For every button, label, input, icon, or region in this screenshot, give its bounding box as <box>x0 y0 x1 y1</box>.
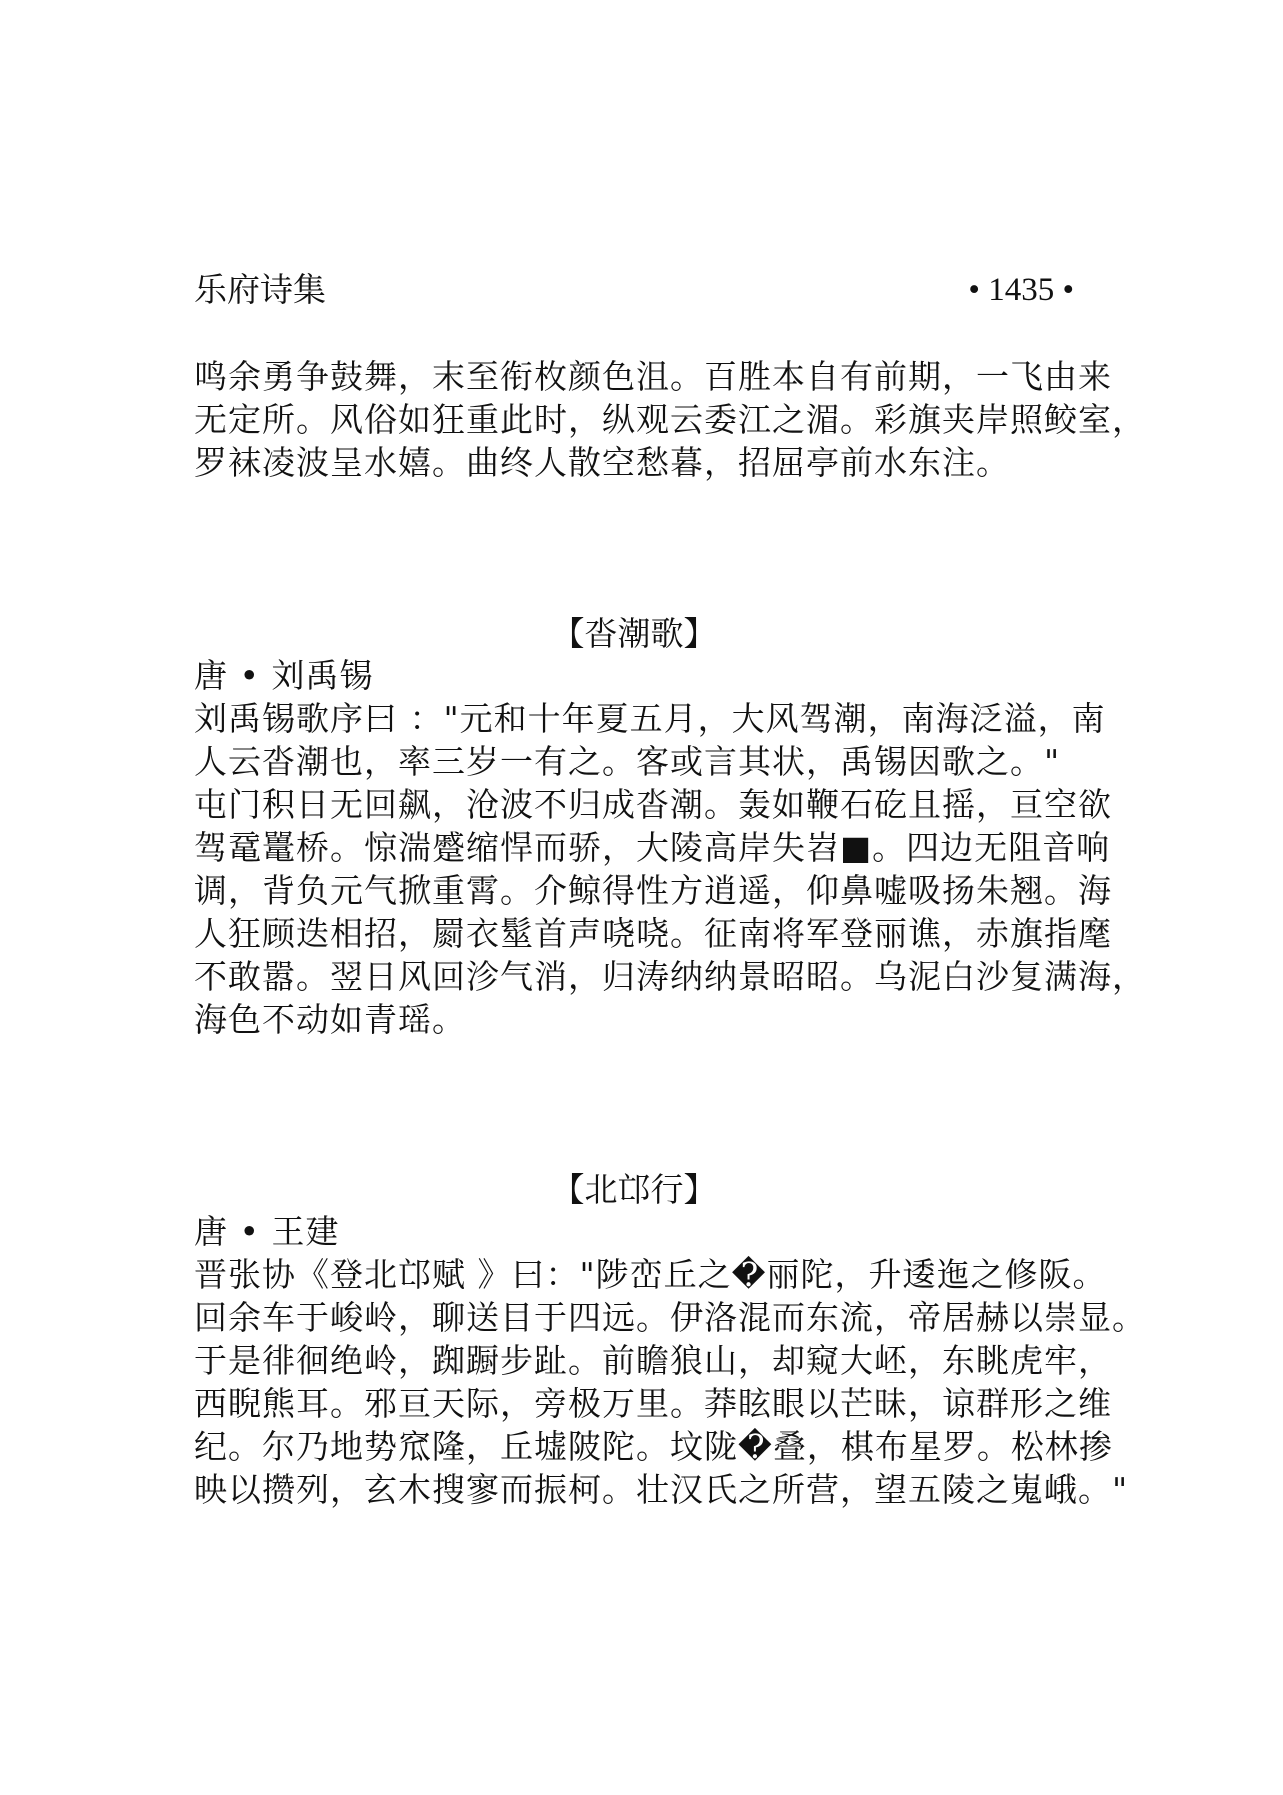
poem-title: 【北邙行】 <box>551 1170 717 1209</box>
poem-line: 屯门积日无回飙，沧波不归成沓潮。轰如鞭石矻且摇，亘空欲 <box>194 785 1112 824</box>
poem-line: 驾鼋鼍桥。惊湍蹙缩悍而骄，大陵高岸失岧■。四边无阻音响 <box>194 828 1111 867</box>
passage-line: 罗袜凌波呈水嬉。曲终人散空愁暮，招屈亭前水东注。 <box>194 443 1010 482</box>
poem-line: 不敢嚣。翌日风回沴气消，归涛纳纳景昭昭。乌泥白沙复满海， <box>194 957 1146 996</box>
poem-author: 唐 • 王建 <box>194 1212 340 1251</box>
poem-line: 调，背负元气掀重霄。介鲸得性方逍遥，仰鼻嘘吸扬朱翘。海 <box>194 871 1112 910</box>
poem-line: 西睨熊耳。邪亘天际，旁极万里。莽眩眼以芒昧，谅群形之维 <box>194 1384 1112 1423</box>
poem-line: 刘禹锡歌序曰 ："元和十年夏五月，大风驾潮，南海泛溢，南 <box>194 699 1106 738</box>
poem-line: 回余车于峻岭，聊送目于四远。伊洛混而东流，帝居赫以崇显。 <box>194 1298 1146 1337</box>
book-title: 乐府诗集 <box>194 270 326 309</box>
page-header <box>194 268 1074 312</box>
passage-line: 鸣余勇争鼓舞，末至衔枚颜色沮。百胜本自有前期，一飞由来 <box>194 357 1112 396</box>
poem-author: 唐 • 刘禹锡 <box>194 656 374 695</box>
poem-line: 纪。尔乃地势窊隆，丘墟陂陀。坟陇�叠，棋布星罗。松林掺 <box>194 1427 1113 1466</box>
poem-title: 【沓潮歌】 <box>551 614 717 653</box>
poem-line: 海色不动如青瑶。 <box>194 1000 466 1039</box>
continuation-passage <box>194 355 1146 484</box>
poem-line: 人云沓潮也，率三岁一有之。客或言其状，禹锡因歌之。" <box>194 742 1061 781</box>
page-number: • 1435 • <box>968 272 1074 308</box>
poem-body <box>194 654 1146 1041</box>
poem-line: 于是徘徊绝岭，踟蹰步趾。前瞻狼山，却窥大岯，东眺虎牢， <box>194 1341 1112 1380</box>
poem-line: 晋张协《登北邙赋 》曰："陟峦丘之�丽陀，升逶迤之修阪。 <box>194 1255 1107 1294</box>
poem-line: 人狂顾迭相招，罽衣髽首声哓哓。征南将军登丽谯，赤旗指麾 <box>194 914 1112 953</box>
passage-line: 无定所。风俗如狂重此时，纵观云委江之湄。彩旗夹岸照鲛室， <box>194 400 1146 439</box>
poem-line: 映以攒列，玄木搜寥而振柯。壮汉氏之所营，望五陵之嵬峨。" <box>194 1470 1129 1509</box>
poem-body <box>194 1210 1146 1511</box>
